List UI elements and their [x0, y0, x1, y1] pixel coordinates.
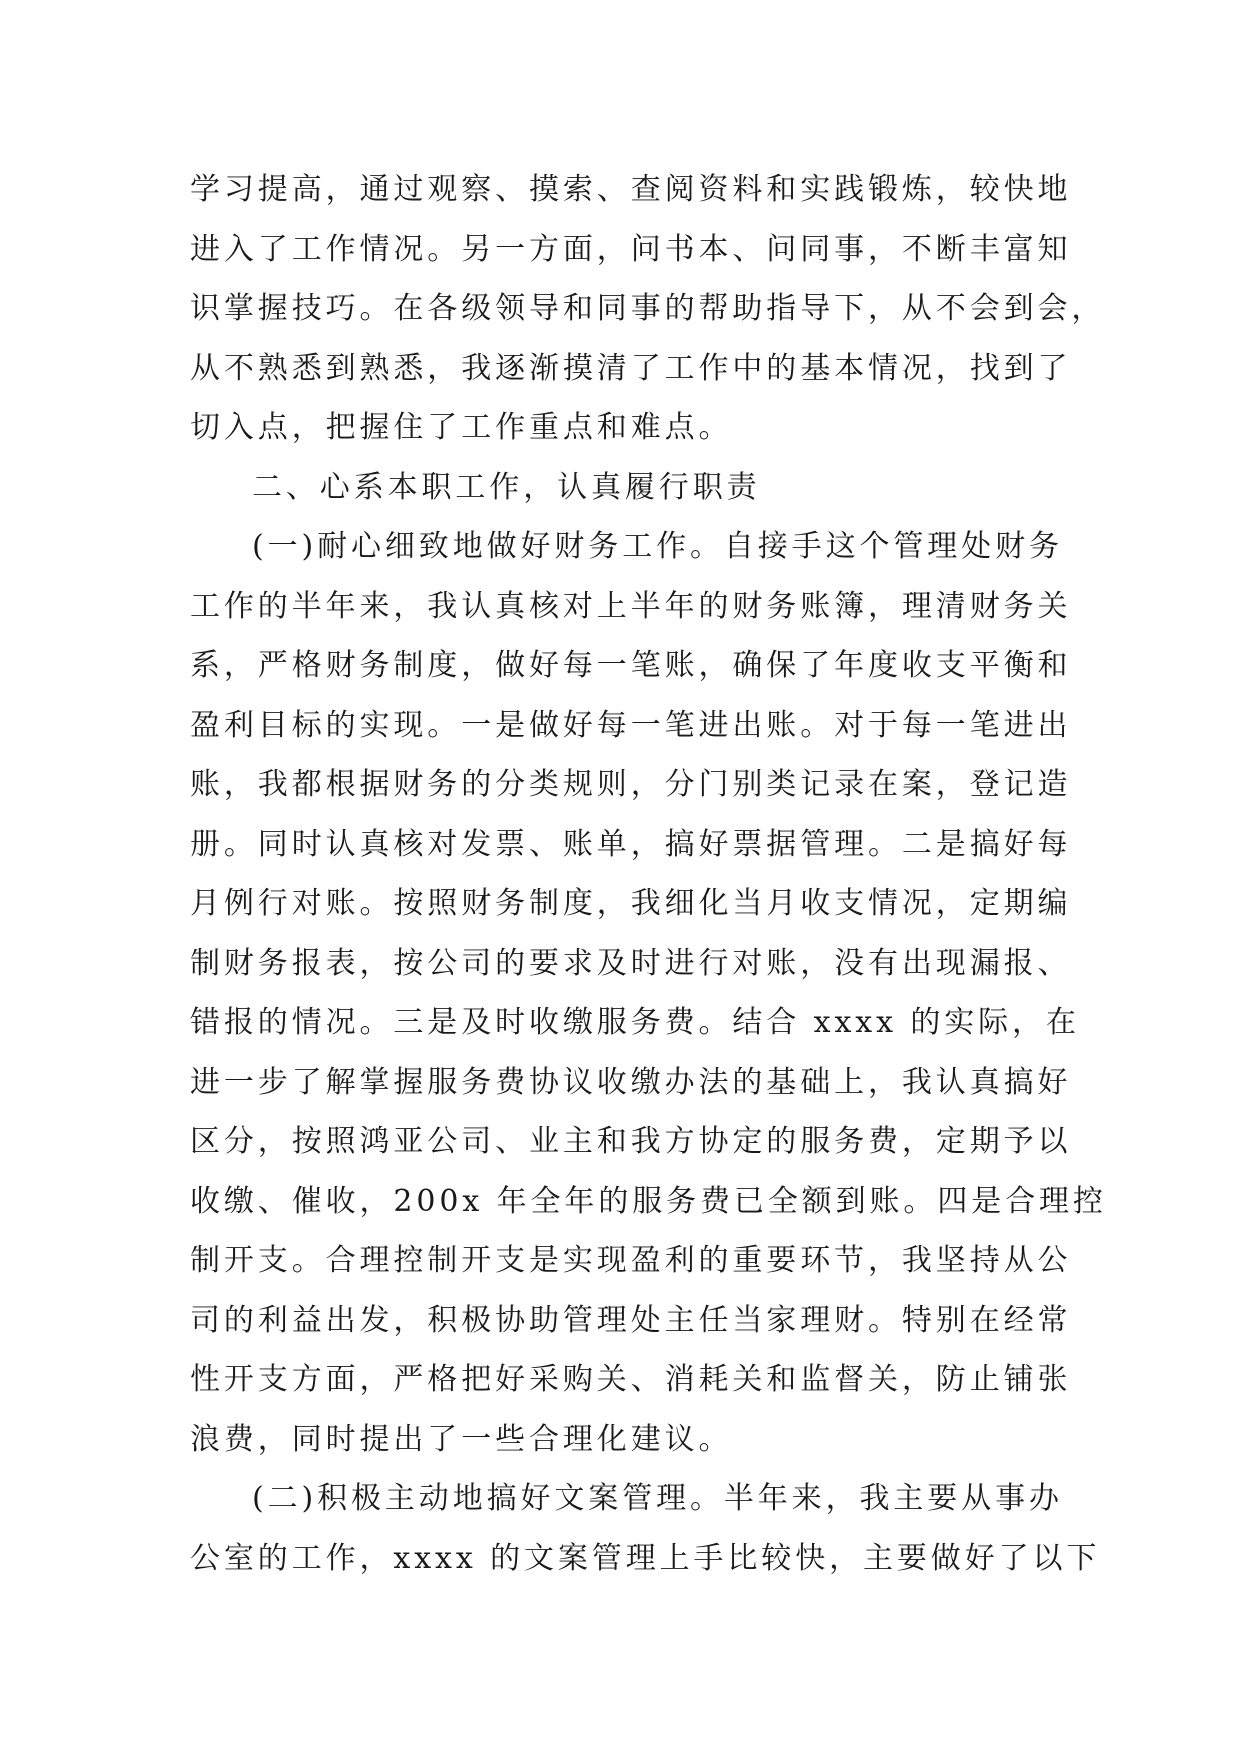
text-line: 进一步了解掌握服务费协议收缴办法的基础上，我认真搞好 [190, 1064, 1072, 1100]
text-line: 司的利益出发，积极协助管理处主任当家理财。特别在经常 [190, 1302, 1072, 1338]
text-line: 月例行对账。按照财务制度，我细化当月收支情况，定期编 [190, 886, 1072, 921]
text-line: 公室的工作，xxxx 的文案管理上手比较快，主要做好了以下 [190, 1540, 1101, 1576]
text-line: 收缴、催收，200x 年全年的服务费已全额到账。四是合理控 [190, 1183, 1107, 1219]
text-line: 账，我都根据财务的分类规则，分门别类记录在案，登记造 [190, 767, 1072, 802]
text-line: 从不熟悉到熟悉，我逐渐摸清了工作中的基本情况，找到了 [190, 350, 1072, 386]
text-line: (二)积极主动地搞好文案管理。半年来，我主要从事办 [252, 1481, 1063, 1516]
text-line: 浪费，同时提出了一些合理化建议。 [190, 1421, 733, 1457]
text-line: 错报的情况。三是及时收缴服务费。结合 xxxx 的实际，在 [190, 1005, 1080, 1040]
text-line: 制财务报表，按公司的要求及时进行对账，没有出现漏报、 [190, 945, 1072, 981]
text-line: 区分，按照鸿亚公司、业主和我方协定的服务费，定期予以 [190, 1124, 1072, 1159]
text-line: 工作的半年来，我认真核对上半年的财务账簿，理清财务关 [190, 588, 1072, 624]
text-line: 性开支方面，严格把好采购关、消耗关和监督关，防止铺张 [190, 1362, 1072, 1397]
text-line: 进入了工作情况。另一方面，问书本、问同事，不断丰富知 [190, 231, 1072, 267]
text-line: 二、心系本职工作，认真履行职责 [252, 469, 761, 505]
text-line: 学习提高，通过观察、摸索、查阅资料和实践锻炼，较快地 [190, 172, 1072, 207]
text-line: (一)耐心细致地做好财务工作。自接手这个管理处财务 [252, 529, 1063, 564]
text-line: 册。同时认真核对发票、账单，搞好票据管理。二是搞好每 [190, 826, 1072, 862]
text-line: 识掌握技巧。在各级领导和同事的帮助指导下，从不会到会， [190, 291, 1106, 326]
text-line: 制开支。合理控制开支是实现盈利的重要环节，我坚持从公 [190, 1243, 1072, 1278]
text-line: 系，严格财务制度，做好每一笔账，确保了年度收支平衡和 [190, 648, 1072, 683]
text-line: 切入点，把握住了工作重点和难点。 [190, 410, 733, 445]
text-line: 盈利目标的实现。一是做好每一笔进出账。对于每一笔进出 [190, 707, 1072, 743]
body-text [190, 160, 1107, 1588]
